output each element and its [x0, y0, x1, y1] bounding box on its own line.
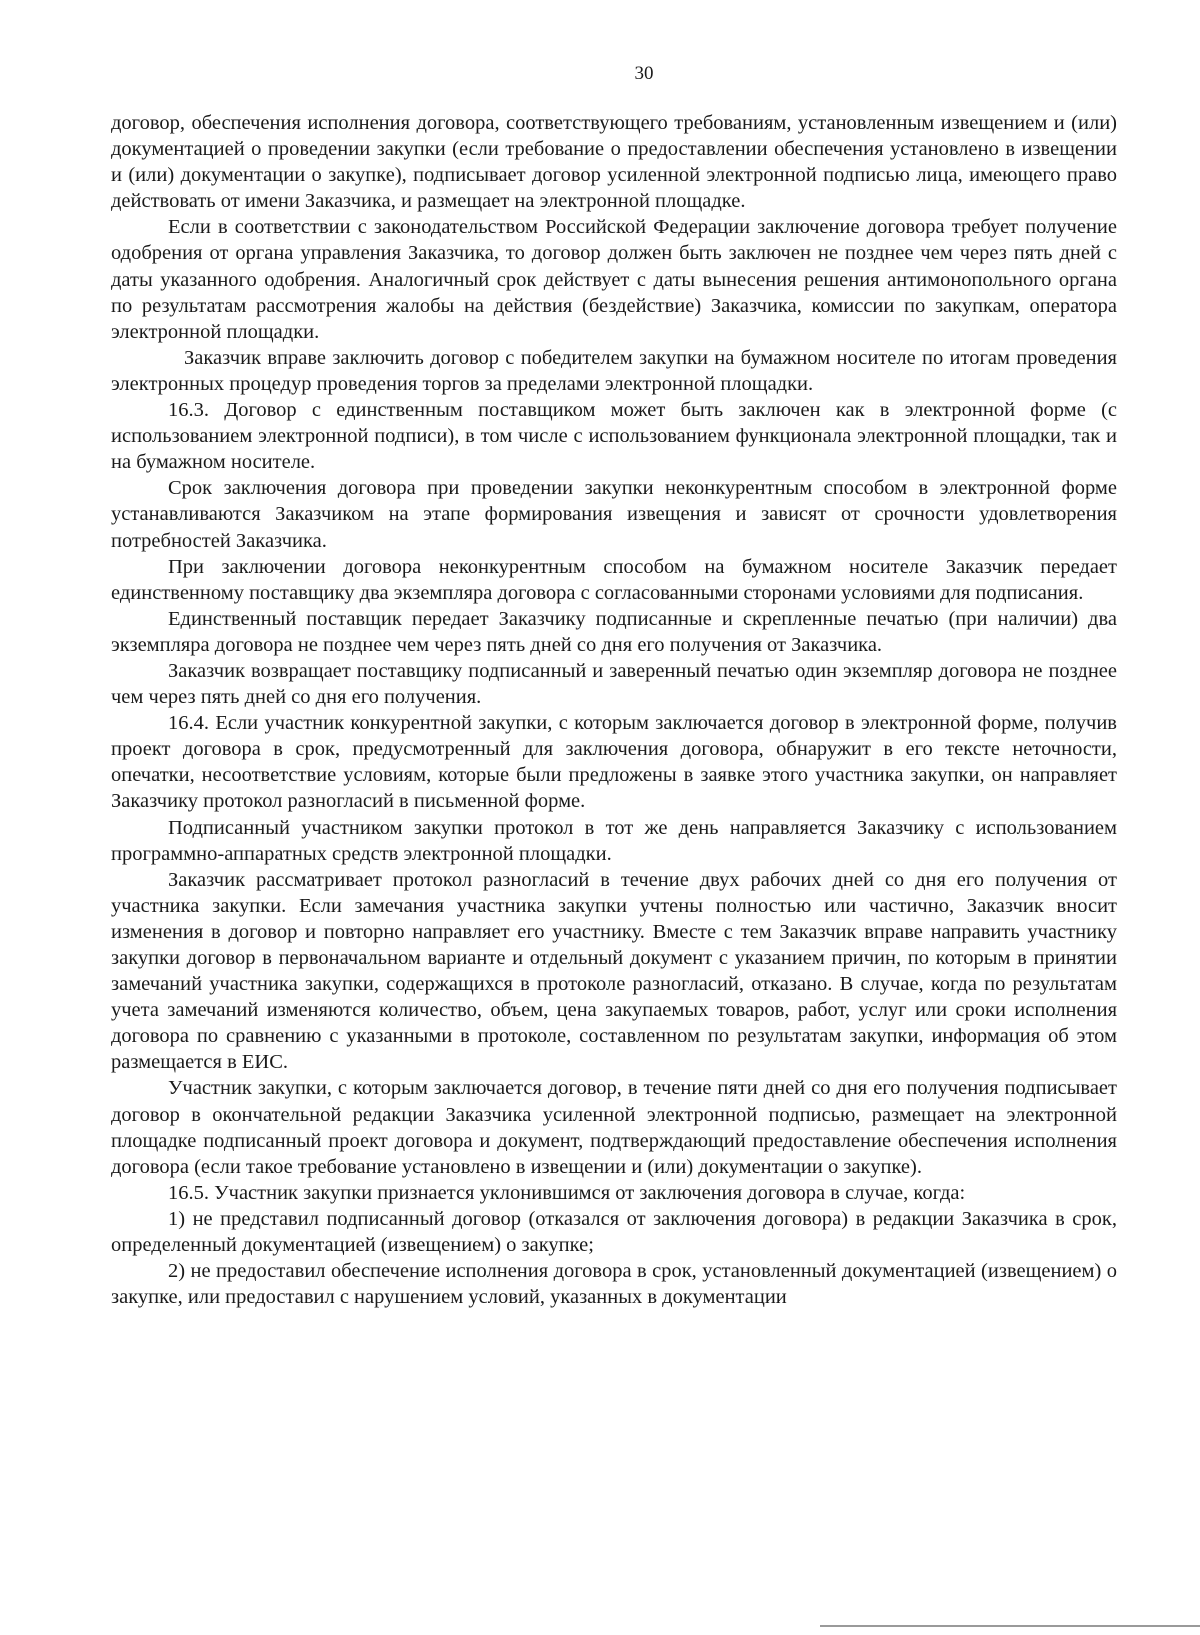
paragraph: Заказчик возвращает поставщику подписанный и заверенный печатью один экземпляр договора не позднее чем через пять дней со дня его получения.: [111, 659, 1117, 709]
document-body: [111, 110, 1117, 1310]
paragraph: Участник закупки, с которым заключается договор, в течение пяти дней со дня его получения подписывает договор в окончательной редакции Заказчика усиленной электронной подписью, размещает на электронной площадке подписанный проект договора и документ, подтверждающий предоставление обеспечения исполнения договора (если такое требование установлено в извещении и (или) документации о закупке).: [111, 1077, 1117, 1178]
paragraph: договор, обеспечения исполнения договора, соответствующего требованиям, установленным извещением и (или) документацией о проведении закупки (если требование о предоставлении обеспечения установлено в извещении и (или) документации о закупке), подписывает договор усиленной электронной подписью лица, имеющего право действовать от имени Заказчика, и размещает на электронной площадке.: [111, 112, 1117, 213]
list-item: 2) не предоставил обеспечение исполнения договора в срок, установленный документацией (извещением) о закупке, или предоставил с нарушением условий, указанных в документации: [111, 1260, 1117, 1309]
paragraph: Заказчик рассматривает протокол разногласий в течение двух рабочих дней со дня его получения от участника закупки. Если замечания участника закупки учтены полностью или частично, Заказчик вносит изменения в договор и повторно направляет его участнику. Вместе с тем Заказчик вправе направить участнику закупки договор в первоначальном варианте и отдельный документ с указанием причин, по которым в принятии замечаний участника закупки, содержащихся в протоколе разногласий, отказано. В случае, когда по результатам учета замечаний изменяются количество, объем, цена закупаемых товаров, работ, услуг или сроки исполнения договора по сравнению с указанными в протоколе, составленном по результатам закупки, информация об этом размещается в ЕИС.: [111, 868, 1117, 1074]
paragraph: Подписанный участником закупки протокол в тот же день направляется Заказчику с использованием программно-аппаратных средств электронной площадки.: [111, 816, 1117, 865]
paragraph: 16.5. Участник закупки признается уклонившимся от заключения договора в случае, когда:: [168, 1181, 966, 1204]
paragraph: 16.3. Договор с единственным поставщиком может быть заключен как в электронной форме (с использованием электронной подписи), в том числе с использованием функционала электронной площадки, так и на бумажном носителе.: [111, 399, 1117, 474]
paragraph: 16.4. Если участник конкурентной закупки, с которым заключается договор в электронной форме, получив проект договора в срок, предусмотренный для заключения договора, обнаружит в его тексте неточности, опечатки, несоответствие условиям, которые были предложены в заявке этого участника закупки, он направляет Заказчику протокол разногласий в письменной форме.: [111, 712, 1117, 813]
paragraph: Срок заключения договора при проведении закупки неконкурентным способом в электронной форме устанавливаются Заказчиком на этапе формирования извещения и зависят от срочности удовлетворения потребностей Заказчика.: [111, 477, 1117, 552]
paragraph: Заказчик вправе заключить договор с победителем закупки на бумажном носителе по итогам проведения электронных процедур проведения торгов за пределами электронной площадки.: [111, 346, 1117, 395]
paragraph: При заключении договора неконкурентным способом на бумажном носителе Заказчик передает единственному поставщику два экземпляра договора с согласованными сторонами условиями для подписания.: [111, 555, 1117, 604]
scan-edge-line: [820, 1625, 1200, 1627]
paragraph: Единственный поставщик передает Заказчику подписанные и скрепленные печатью (при наличии) два экземпляра договора не позднее чем через пять дней со дня его получения от Заказчика.: [111, 607, 1117, 656]
list-item: 1) не представил подписанный договор (отказался от заключения договора) в редакции Заказчика в срок, определенный документацией (извещением) о закупке;: [111, 1207, 1117, 1257]
page-number: 30: [634, 63, 654, 84]
paragraph: Если в соответствии с законодательством Российской Федерации заключение договора требует получение одобрения от органа управления Заказчика, то договор должен быть заключен не позднее чем через пять дней с даты указанного одобрения. Аналогичный срок действует с даты вынесения решения антимонопольного органа по результатам рассмотрения жалобы на действия (бездействие) Заказчика, комиссии по закупкам, оператора электронной площадки.: [111, 216, 1117, 343]
